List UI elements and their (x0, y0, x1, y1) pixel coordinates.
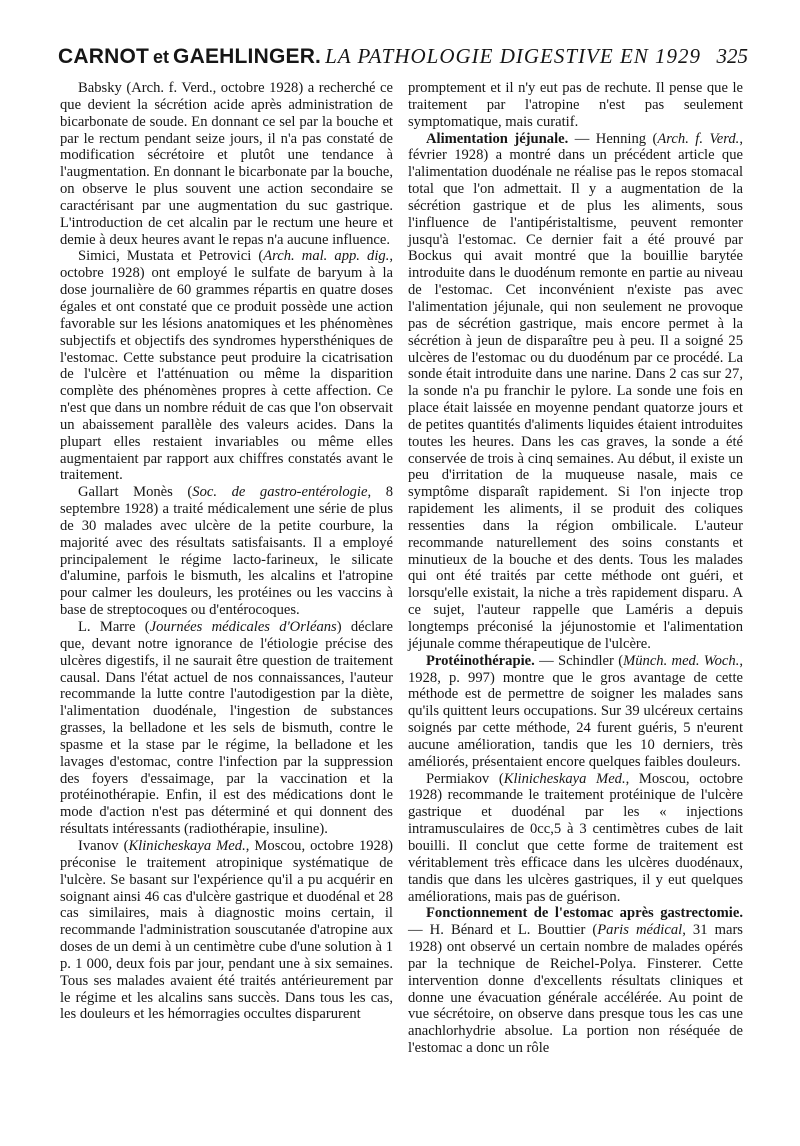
section-title: Protéinothérapie. (426, 652, 535, 669)
text: — Henning ( (568, 130, 658, 147)
reference: Journées médicales d'Orléans (149, 619, 337, 635)
left-column (60, 80, 393, 1023)
text: , 31 mars 1928) ont observé un certain nombre de malades opérés par la technique de Reichel-Polya. Finsterer. Cette intervention donne d'excellents résultats cliniques et donne une évacuation générale accélérée. Au point de vue sécrétoire, on observe dans presque tous les cas une anachlorhydrie absolue. La portion non réséquée de l'estomac a donc un rôle (408, 922, 743, 1057)
right-column (408, 80, 743, 1057)
paragraph-ivanov (60, 838, 393, 1023)
text: Gallart Monès ( (78, 484, 193, 501)
text: , février 1928) a montré dans un précédent article que l'alimentation duodénale ne réalise pas le repos stomacal total que l'on admettait. Il y a augmentation de la sécrétion gastrique et de plus les aliments, sous l'influence de l'antipéristaltisme, peuvent remonter jusqu'à l'estomac. Ce dernier fait a été prouvé par Bockus qui avait montré que la bouillie barytée introduite dans le duodénum remonte en partie au niveau de l'estomac. Cet inconvénient n'existe pas avec l'alimentation jéjunale, qui non seulement ne provoque pas de sécrétion gastrique, mais encore permet à la sécrétion à jeun de disparaître peu à peu. Il a soigné 25 ulcères de l'estomac ou du duodénum par ce procédé. La sonde était introduite dans une narine. Dans 2 cas sur 27, la sonde n'a pu franchir le pylore. La sonde une fois en place était laissée en moyenne pendant quatorze jours et de petites quantités d'aliments liquides étaient introduites toutes les heures. Dans les cas graves, la sonde a été conservée de trois à cinq semaines. Au début, il existe un peu d'irritation de la muqueuse nasale, mais ce symptôme disparaît rapidement. Si l'on injecte trop rapidement les aliments, il se produit des coliques ressenties dans la région ombilicale. L'auteur recommande naturellement des soins constants et minutieux de la bouche et des dents. Tous les malades qui ont été traités par cette méthode ont guéri, et lorsqu'elle existait, la niche a très rapidement disparu. A ce sujet, l'auteur rappelle que Laméris a depuis longtemps préconisé la jéjunostomie et l'alimentation jéjunale comme thérapeutique de l'ulcère. (408, 130, 743, 652)
reference: Paris médical (597, 922, 683, 939)
text: , 8 septembre 1928) a traité médicalement une série de plus de 30 malades avec ulcère de la petite courbure, la majorité avec des résultats satisfaisants. Il a employé principalement le régime lacto-farineux, le silicate d'alumine, parfois le bismuth, les alcalins et l'atropine pour calmer les douleurs, les protéines ou les vaccins à base de streptocoques ou d'entérocoques. (60, 484, 393, 619)
text: — Schindler ( (534, 652, 624, 669)
text: L. Marre ( (78, 619, 150, 635)
text: ) déclare que, devant notre ignorance de l'étiologie précise des ulcères digestifs, il ne saurait être question de traitement causal. Dans l'état actuel de nos connaissances, l'auteur recommande la lutte contre l'autodigestion par la diète, l'alimentation duodénale, l'ingestion de substances grasses, la belladone et les sels de bismuth, contre le spasme et la stase par le régime, la belladone et les lavages d'estomac, contre l'infection par la suppression des foyers d'essaimage, par la vaccination et la protéinothérapie. Enfin, il est des médications dont le mode d'action n'est pas déterminé et qui donnent des résultats intéressants (radiothérapie, insuline). (60, 619, 393, 838)
running-header (58, 44, 748, 78)
header-title: LA PATHOLOGIE DIGESTIVE EN 1929 (325, 44, 702, 68)
text: Permiakov ( (426, 770, 504, 787)
reference: Soc. de gastro-entérologie (192, 484, 368, 501)
text: Simici, Mustata et Petrovici ( (78, 248, 264, 265)
paragraph-simici (60, 248, 393, 484)
page-number: 325 (716, 44, 748, 68)
text: , Moscou, octobre 1928) préconise le traitement atropinique systématique de l'ulcère. Se basant sur l'expérience qu'il a pu acquérir en soignant ainsi 46 cas d'ulcère gastrique et duodénal et 28 cas similaires, mais à diagnostic moins certain, il recommande l'administration souscutanée d'atropine aux doses de un demi à un centimètre cube d'une solution à 1 p. 1 000, deux fois par jour, pendant une à six semaines. Tous ses malades avaient été traités antérieurement par le régime et les alcalins sans succès. Dans tous les cas, les douleurs et les hémorragies occultes disparurent (60, 837, 393, 1023)
section-title: Alimentation jéjunale. (426, 130, 569, 147)
paragraph-marre (60, 619, 393, 838)
reference: Klinicheskaya Med. (503, 770, 626, 787)
header-authors-a: CARNOT (58, 45, 150, 68)
paragraph-continuation: promptement et il n'y eut pas de rechute. Il pense que le traitement par l'atropine n'est pas seulement symptomatique, mais curatif. (408, 80, 743, 130)
reference: Münch. med. Woch. (623, 652, 740, 669)
text: , 1928, p. 997) montre que le gros avantage de cette méthode est de permettre de soigner les malades sans qu'ils quittent leurs occupations. Sur 39 ulcéreux certains soignés par cette méthode, 24 furent guéris, 5 n'eurent aucune amélioration, tandis que les 10 derniers, très améliorés, présentaient encore quelques faibles douleurs. (408, 652, 743, 770)
text: — H. Bénard et L. Bouttier ( (408, 922, 598, 939)
header-authors-b: GAEHLINGER. (173, 45, 322, 68)
text: Ivanov ( (78, 837, 129, 854)
reference: Klinicheskaya Med. (128, 837, 246, 854)
paragraph-gallart (60, 484, 393, 619)
paragraph-proteinotherapie (408, 653, 743, 771)
section-title: Fonctionnement de l'estomac après gastrectomie. (426, 905, 743, 922)
text: , Moscou, octobre 1928) recommande le traitement protéinique de l'ulcère gastrique et duodénal par les « injections intramusculaires de 0cc,5 à 3 centimètres cubes de lait bouilli. Il conclut que cette forme de traitement est véritablement très efficace dans les ulcères duodénaux, tandis que dans les ulcères gastriques, il y eut quelques améliorations, mais pas de guérison. (408, 770, 743, 905)
text: , octobre 1928) ont employé le sulfate de baryum à la dose journalière de 60 grammes répartis en quatre doses égales et ont constaté que ce produit possède une action favorable sur les lésions anatomiques et les phénomènes subjectifs et objectifs des syndromes hypersthéniques de l'estomac. Cette substance peut produire la cicatrisation de l'ulcère et l'atténuation ou même la disparition complète des phénomènes propres à cette affection. Ce n'est que dans un nombre réduit de cas que l'on observait un abaissement parallèle des valeurs acides. Dans la plupart elles restaient invariables ou même elles augmentaient par rapport aux chiffres constatés avant le traitement. (60, 248, 393, 484)
paragraph-babsky: Babsky (Arch. f. Verd., octobre 1928) a recherché ce que devient la sécrétion acide après administration de bicarbonate de soude. En donnant ce sel par la bouche et par le rectum pendant seize jours, il n'a pas constaté de modification sécrétoire et plutôt une tendance à l'augmentation. En donnant le bicarbonate par la bouche, on observe le plus souvent une action secondaire se caractérisant par une augmentation du suc gastrique. L'introduction de cet alcalin par le rectum une heure et demie à deux heures avant le repas n'a aucune influence. (60, 80, 393, 248)
paragraph-gastrectomie (408, 905, 743, 1057)
header-et: et (153, 47, 170, 67)
paragraph-permiakov (408, 771, 743, 906)
reference: Arch. f. Verd. (657, 130, 740, 147)
reference: Arch. mal. app. dig. (263, 248, 390, 265)
paragraph-jejunale (408, 131, 743, 653)
